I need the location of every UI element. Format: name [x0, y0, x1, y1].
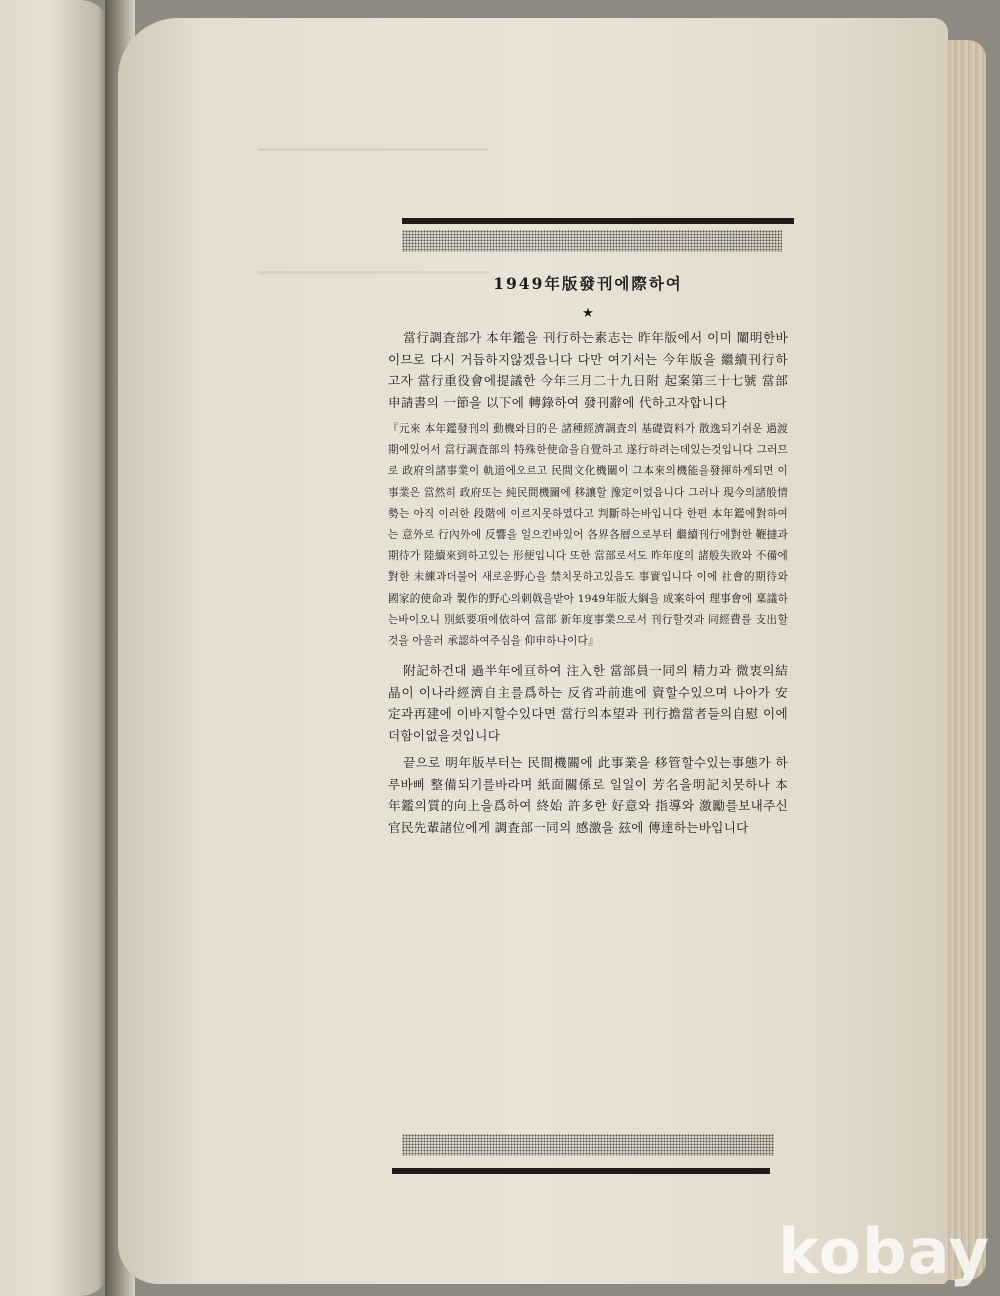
left-facing-page [0, 0, 110, 1296]
kobay-watermark: kobay [778, 1215, 990, 1288]
quoted-application: 『元來 本年鑑發刊의 動機와目的은 諸種經濟調査의 基礎資料가 散逸되기쉬운 過渡期에있어서 當行調査部의 特殊한使命을自覺하고 遂行하려는데있는것입니다 그러므로 政府의諸事業이 軌道에오르고 民間文化機關이 그本來의機能을發揮하게되면 이事業은 當然히 政府또는 純民間機關에 移讓할 豫定이었읍니다 그러나 現今의諸般情勢는 아직 이러한 段階에 이르지못하였다고 判斷하는바입니다 한편 本年鑑에對하여는 意外로 行內外에 反響을 일으킨바있어 各界各層으로부터 繼續刊行에對한 鞭撻과 期待가 陸續來到하고있는 形便입니다 또한 當部로서도 昨年度의 諸般失敗와 不備에對한 未練과더불어 새로운野心을 禁치못하고있음도 事實입니다 이에 社會的期待와 國家的使命과 製作的野心의刺戟을받아 1949年版大綱을 成案하여 理事會에 稟議하는바이오니 別紙要項에依하여 當部 新年度事業으로서 刊行할것과 同經費를 支出할것을 아울러 承認하여주심을 仰申하나이다』 [388, 423, 788, 648]
page-title: 1949年版發刊에際하여 [493, 274, 683, 293]
paragraph-intro: 當行調査部가 本年鑑을 刊行하는素志는 昨年版에서 이미 闡明한바이므로 다시 거듭하지않겠읍니다 다만 여기서는 今年版을 繼續刊行하고자 當行重役會에提議한 今年三月二十九日附 起案第三十七號 當部申請書의 一節을 以下에 轉錄하여 發刊辭에 代하고자합니다 [388, 330, 788, 410]
star-ornament: ★ [582, 306, 594, 321]
bottom-rule [392, 1168, 770, 1174]
bottom-dotted-band [402, 1134, 774, 1156]
top-dotted-band [402, 230, 782, 252]
preface-text-block [388, 272, 788, 844]
paragraph-closing: 끝으로 明年版부터는 民間機關에 此事業을 移管할수있는事態가 하루바삐 整備되기를바라며 紙面關係로 일일이 芳名을明記치못하나 本年鑑의質的向上을爲하여 終始 許多한 好意와 指導와 激勵를보내주신 官民先輩諸位에게 調査部一同의 感激을 玆에 傳達하는바입니다 [388, 755, 788, 835]
top-rule [402, 218, 794, 224]
paragraph-addendum: 附記하건대 過半年에亘하여 注入한 當部員一同의 精力과 微衷의結晶이 이나라經濟自主를爲하는 反省과前進에 資할수있으며 나아가 安定과再建에 이바지할수있다면 當行의本望과 刊行擔當者들의自慰 이에 더함이없을것입니다 [388, 663, 788, 743]
show-through-print [258, 148, 488, 274]
